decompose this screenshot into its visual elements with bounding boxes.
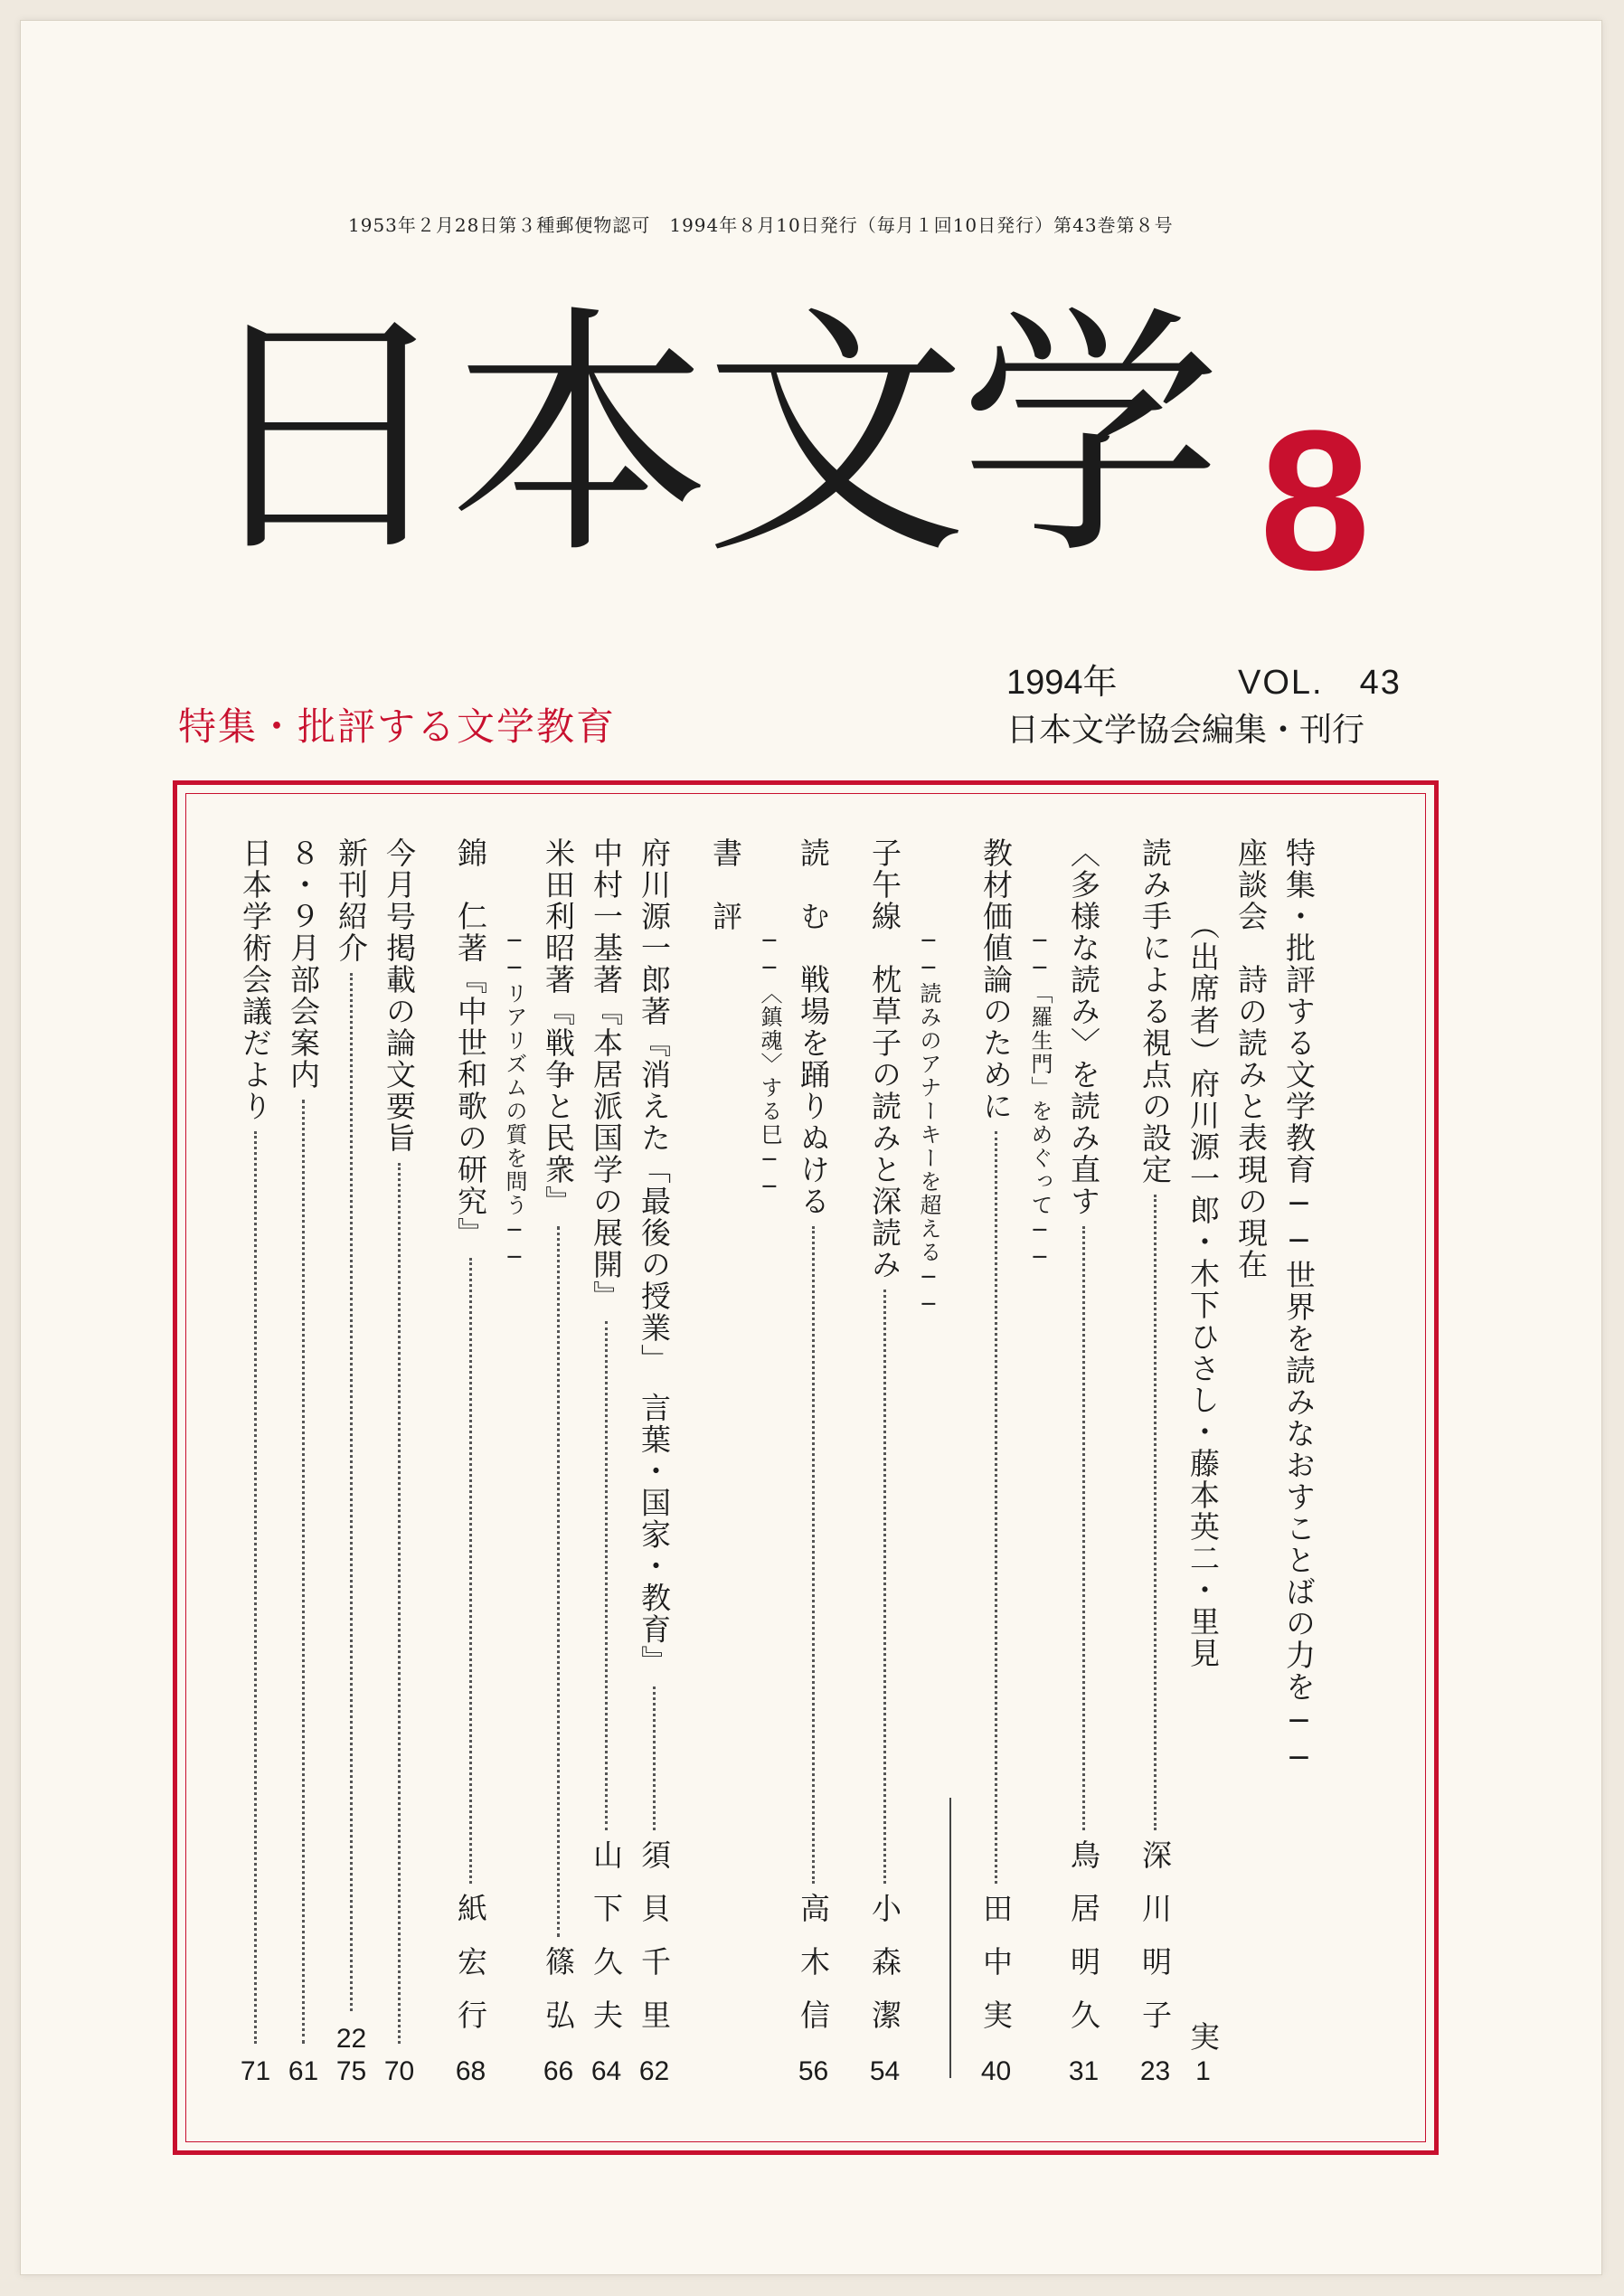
issue-number: 8 [1260, 389, 1371, 611]
toc-entry [789, 837, 837, 2085]
toc-leader-dots [302, 1100, 305, 2044]
toc-entry [279, 837, 327, 2085]
toc-page-number: 54 [869, 2056, 901, 2086]
table-of-contents-frame [173, 780, 1439, 2155]
toc-leader-dots [883, 1290, 886, 1884]
toc-title: ８・９月部会案内 [286, 837, 321, 1091]
toc-entry [375, 837, 423, 2085]
toc-divider [949, 1798, 951, 2078]
toc-author: 須貝千里 [637, 1839, 672, 2053]
postal-notice: 1953年２月28日第３種郵便物認可 1994年８月10日発行（毎月１回10日発行）第43巻第８号 [348, 214, 1174, 236]
publisher: 日本文学協会編集・刊行 [1006, 712, 1365, 749]
toc-entry-feature [1275, 837, 1323, 2085]
toc-page-number: 70 [383, 2056, 415, 2086]
toc-entry [972, 837, 1020, 2085]
toc-entry [327, 837, 375, 2085]
magazine-title: 日本文学 [194, 285, 1214, 590]
toc-leader-dots [469, 1258, 472, 1884]
toc-subtitle: ──読みのアナーキーを超える── [916, 928, 941, 1318]
toc-page-number: 31 [1068, 2056, 1100, 2086]
toc-leader-dots [653, 1687, 656, 1831]
toc-entry [231, 837, 279, 2085]
toc-page-number: 56 [798, 2056, 829, 2086]
toc-page-number: 62 [638, 2056, 670, 2086]
toc-title: 読 む 戦場を踊りぬける [796, 837, 831, 1217]
toc-entry [447, 837, 495, 2085]
toc-section-heading: 書 評 [708, 837, 743, 932]
toc-title: 米田利昭著『戦争と民衆』 [541, 837, 576, 1217]
volume-label: VOL. 43 [1238, 664, 1402, 702]
toc-title: 読み手による視点の設定 [1138, 837, 1173, 1186]
toc-author: 紙宏行 [453, 1893, 488, 2053]
toc-feature-heading: 特集・批評する文学教育──世界を読みなおすことばの力を── [1281, 837, 1317, 1777]
toc-title: 府川源一郎著『消えた「最後の授業」 言葉・国家・教育』 [637, 837, 672, 1677]
toc-page-number: 61 [288, 2056, 319, 2086]
toc-title: 中村一基著『本居派国学の展開』 [589, 837, 624, 1312]
toc-participants: （出席者）府川源一郎・木下ひさし・藤本英二・里見 [1185, 910, 1221, 1669]
toc-subtitle-entry [495, 837, 534, 2085]
toc-entry-zadankai [1227, 837, 1275, 2085]
toc-leader-dots [254, 1131, 257, 2044]
toc-page-number: 40 [980, 2056, 1012, 2086]
toc-leader-dots [812, 1226, 815, 1884]
toc-leader-dots [350, 973, 353, 2011]
toc-leader-dots [398, 1163, 401, 2044]
toc-page-number: 1 [1195, 2056, 1211, 2086]
toc-entry [1060, 837, 1108, 2085]
toc-title: 今月号掲載の論文要旨 [382, 837, 417, 1154]
toc-author: 高木信 [796, 1893, 831, 2053]
toc-title: 日本学術会議だより [238, 837, 273, 1122]
toc-leader-dots [995, 1131, 997, 1884]
toc-author: 鳥居明久 [1066, 1839, 1101, 2053]
toc-page-number: 75 [335, 2056, 367, 2086]
toc-section-book-review [702, 837, 750, 2085]
toc-page-number: 71 [240, 2056, 271, 2086]
toc-zadankai-title: 座談会 詩の読みと表現の現在 [1233, 837, 1269, 1280]
toc-subtitle-entry [1020, 837, 1060, 2085]
toc-author: 小森潔 [867, 1893, 902, 2053]
special-feature-title: 特集・批評する文学教育 [178, 704, 617, 749]
table-of-contents [231, 837, 1323, 2085]
toc-entry [861, 837, 909, 2085]
toc-page-number: 64 [590, 2056, 622, 2086]
toc-author: 田中実 [978, 1893, 1014, 2053]
toc-leader-dots [557, 1226, 560, 1937]
toc-title: 新刊紹介 [334, 837, 369, 964]
toc-author: 篠弘 [541, 1946, 576, 2053]
toc-title: 〈多様な読み〉を読み直す [1066, 837, 1101, 1217]
toc-page-number: 22 [335, 2024, 367, 2054]
toc-subtitle-entry [909, 837, 949, 2085]
toc-leader-dots [1082, 1226, 1085, 1830]
toc-title: 子午線 枕草子の読みと深読み [867, 837, 902, 1280]
issue-year: 1994年 [1006, 664, 1118, 702]
toc-leader-dots [605, 1321, 608, 1830]
toc-entry [534, 837, 582, 2085]
toc-page-number: 66 [543, 2056, 574, 2086]
toc-title: 教材価値論のために [978, 837, 1014, 1122]
toc-page-number: 23 [1139, 2056, 1171, 2086]
toc-subtitle: ──リアリズムの質を問う── [502, 928, 527, 1271]
toc-entry [630, 837, 678, 2085]
toc-title: 錦 仁著『中世和歌の研究』 [453, 837, 488, 1249]
toc-leader-dots [1154, 1195, 1157, 1830]
toc-author: 深川明子 [1138, 1839, 1173, 2053]
toc-entry [1131, 837, 1179, 2085]
toc-entry-participants [1179, 837, 1227, 2085]
toc-author: 山下久夫 [589, 1839, 624, 2053]
toc-entry [582, 837, 630, 2085]
toc-subtitle-entry [750, 837, 789, 2085]
magazine-cover [20, 20, 1602, 2275]
toc-subtitle: ──「羅生門」をめぐって── [1027, 928, 1053, 1271]
toc-author: 実 [1185, 2021, 1221, 2053]
toc-subtitle: ──〈鎮魂〉する巳── [757, 928, 782, 1201]
toc-page-number: 68 [455, 2056, 486, 2086]
